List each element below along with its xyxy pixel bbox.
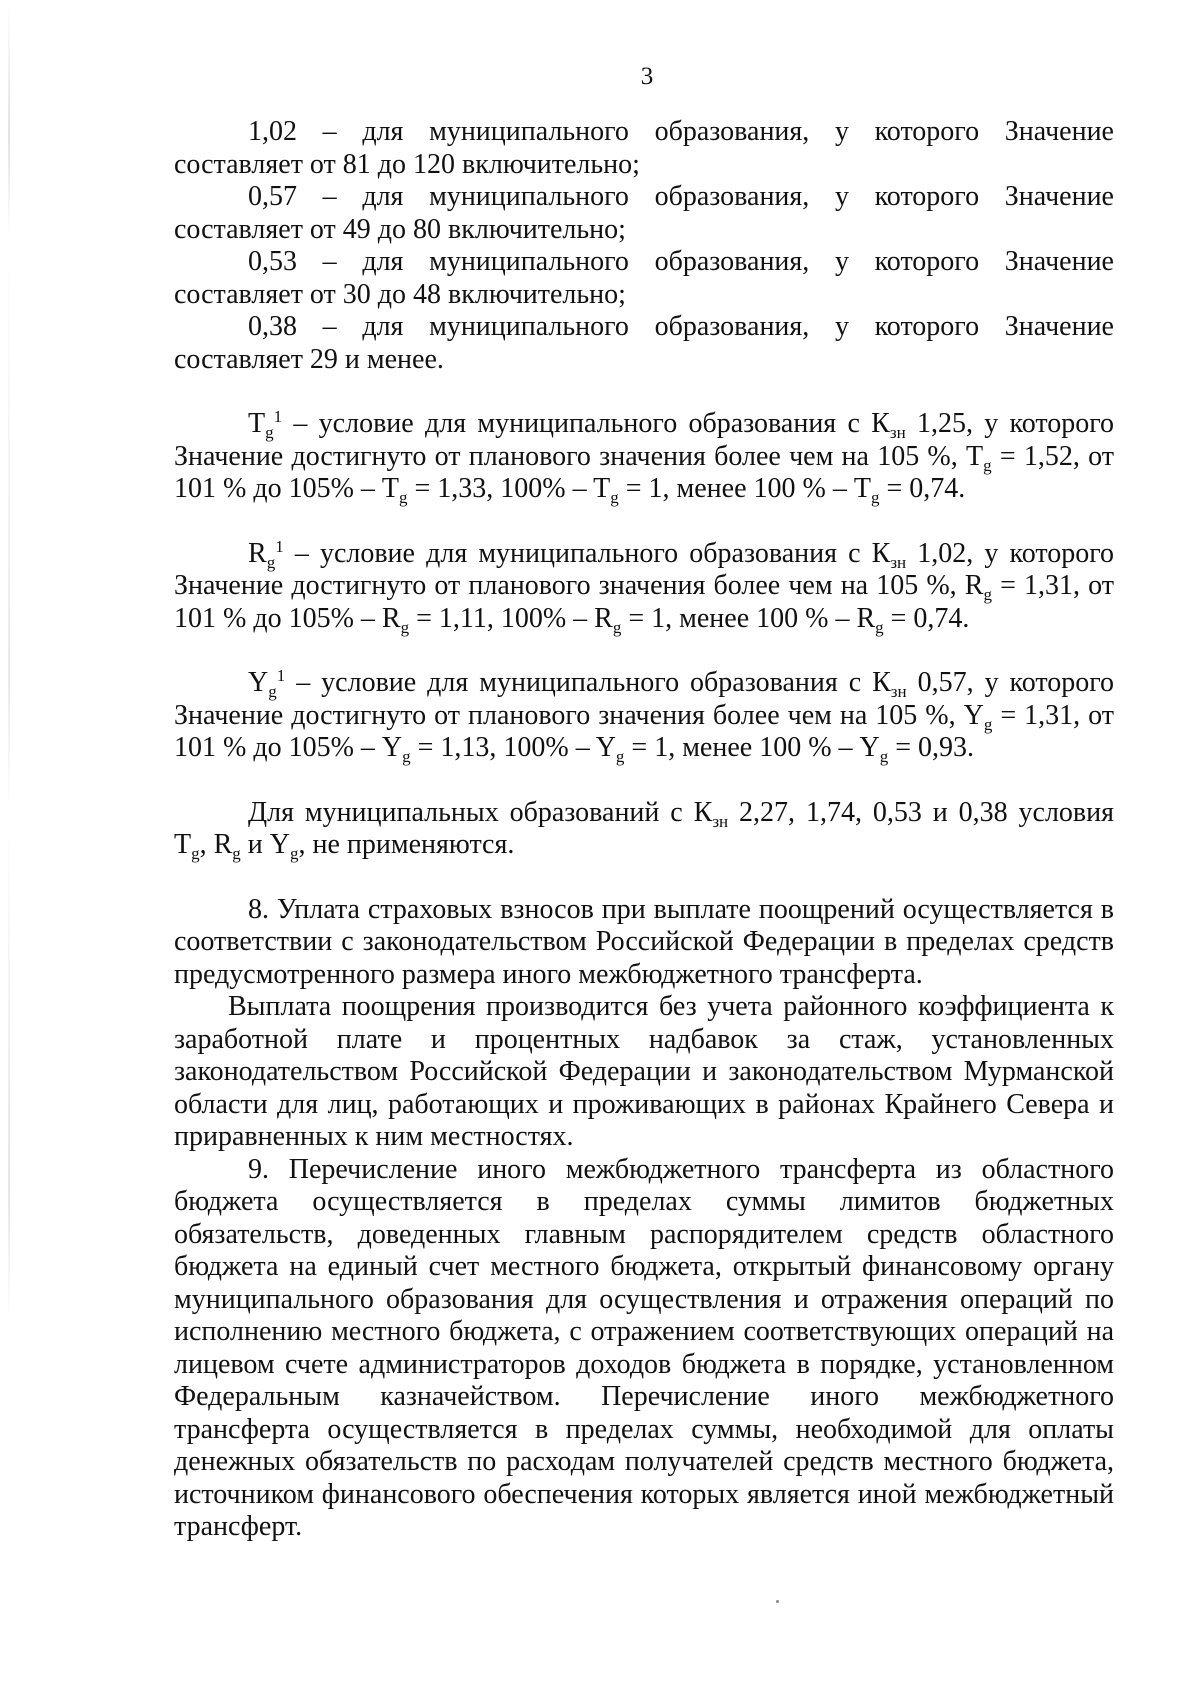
scan-edge-artifact [8, 0, 10, 1698]
coefficient-item [174, 246, 1114, 311]
paragraph-9: 9. Перечисление иного межбюджетного трансферта из областного бюджета осуществляется в пределах суммы лимитов бюджетных обязательств, доведенных главным распорядителем средств областного бюджета на единый счет местного бюджета, открытый финансовому органу муниципального образования для осуществления и отражения операций по исполнению местного бюджета, с отражением соответствующих операций на лицевом счете администраторов доходов бюджета в порядке, установленном Федеральным казначейством. Перечисление иного межбюджетного трансферта осуществляется в пределах суммы, необходимой для оплаты денежных обязательств по расходам получателей средств местного бюджета, источником финансового обеспечения которых является иной межбюджетный трансферт. [174, 1153, 1114, 1542]
coefficient-line: 0,38 – для муниципального образования, у которого Значение [248, 311, 1114, 342]
coefficient-range: составляет от 49 до 80 включительно; [174, 213, 626, 245]
page-number: 3 [640, 63, 654, 90]
coefficient-line: 1,02 – для муниципального образования, у которого Значение [248, 116, 1114, 147]
conditions-not-applied: Для муниципальных образований с $К_{зн}$ 2,27, 1,74, 0,53 и 0,38 условия $T_g$, $R_g$ и $Y_g$, не применяются. [174, 796, 1114, 863]
condition-t: $T_g^1$ – условие для муниципального образования с $К_{зн}$ 1,25, у которого Значение достигнуто от планового значения более чем на 105 %, $T_g = 1,52$, от 101 % до $105\% - T_g = 1,33$, $100\% - T_g = 1$, менее 100 % – $T_g = 0,74$. [174, 407, 1115, 507]
coefficient-line: 0,57 – для муниципального образования, у которого Значение [248, 181, 1114, 212]
coefficient-range: составляет 29 и менее. [174, 343, 444, 375]
coefficient-item [174, 116, 1114, 181]
scan-speck [776, 1600, 779, 1603]
document-body [174, 116, 1114, 1544]
paragraph-8-payment: Выплата поощрения производится без учета районного коэффициента к заработной плате и процентных надбавок за стаж, установленных законодательством Российской Федерации и законодательством Мурманской области для лиц, работающих и проживающих в районах Крайнего Севера и приравненных к ним местностях. [174, 991, 1114, 1152]
coefficient-line: 0,53 – для муниципального образования, у которого Значение [248, 246, 1114, 277]
coefficient-range: составляет от 81 до 120 включительно; [174, 148, 640, 180]
coefficient-item [174, 311, 1114, 376]
coefficient-range: составляет от 30 до 48 включительно; [174, 278, 626, 310]
condition-y: $Y_g^1$ – условие для муниципального образования с $К_{зн}$ 0,57, у которого Значение достигнуто от планового значения более чем на 105 %, $Y_g = 1,31$, от 101 % до $105\% - Y_g = 1,13$, $100\% - Y_g = 1$, менее 100 % – $Y_g = 0,93$. [174, 666, 1115, 766]
coefficient-item [174, 181, 1114, 246]
condition-r: $R_g^1$ – условие для муниципального образования с $К_{зн}$ 1,02, у которого Значение достигнуто от планового значения более чем на 105 %, $R_g = 1,31$, от 101 % до $105\% - R_g = 1,11$, $100\% - R_g = 1$, менее 100 % – $R_g = 0,74$. [174, 536, 1114, 637]
paragraph-8: 8. Уплата страховых взносов при выплате поощрений осуществляется в соответствии с законодательством Российской Федерации в пределах средств предусмотренного размера иного межбюджетного трансферта. [174, 893, 1114, 990]
